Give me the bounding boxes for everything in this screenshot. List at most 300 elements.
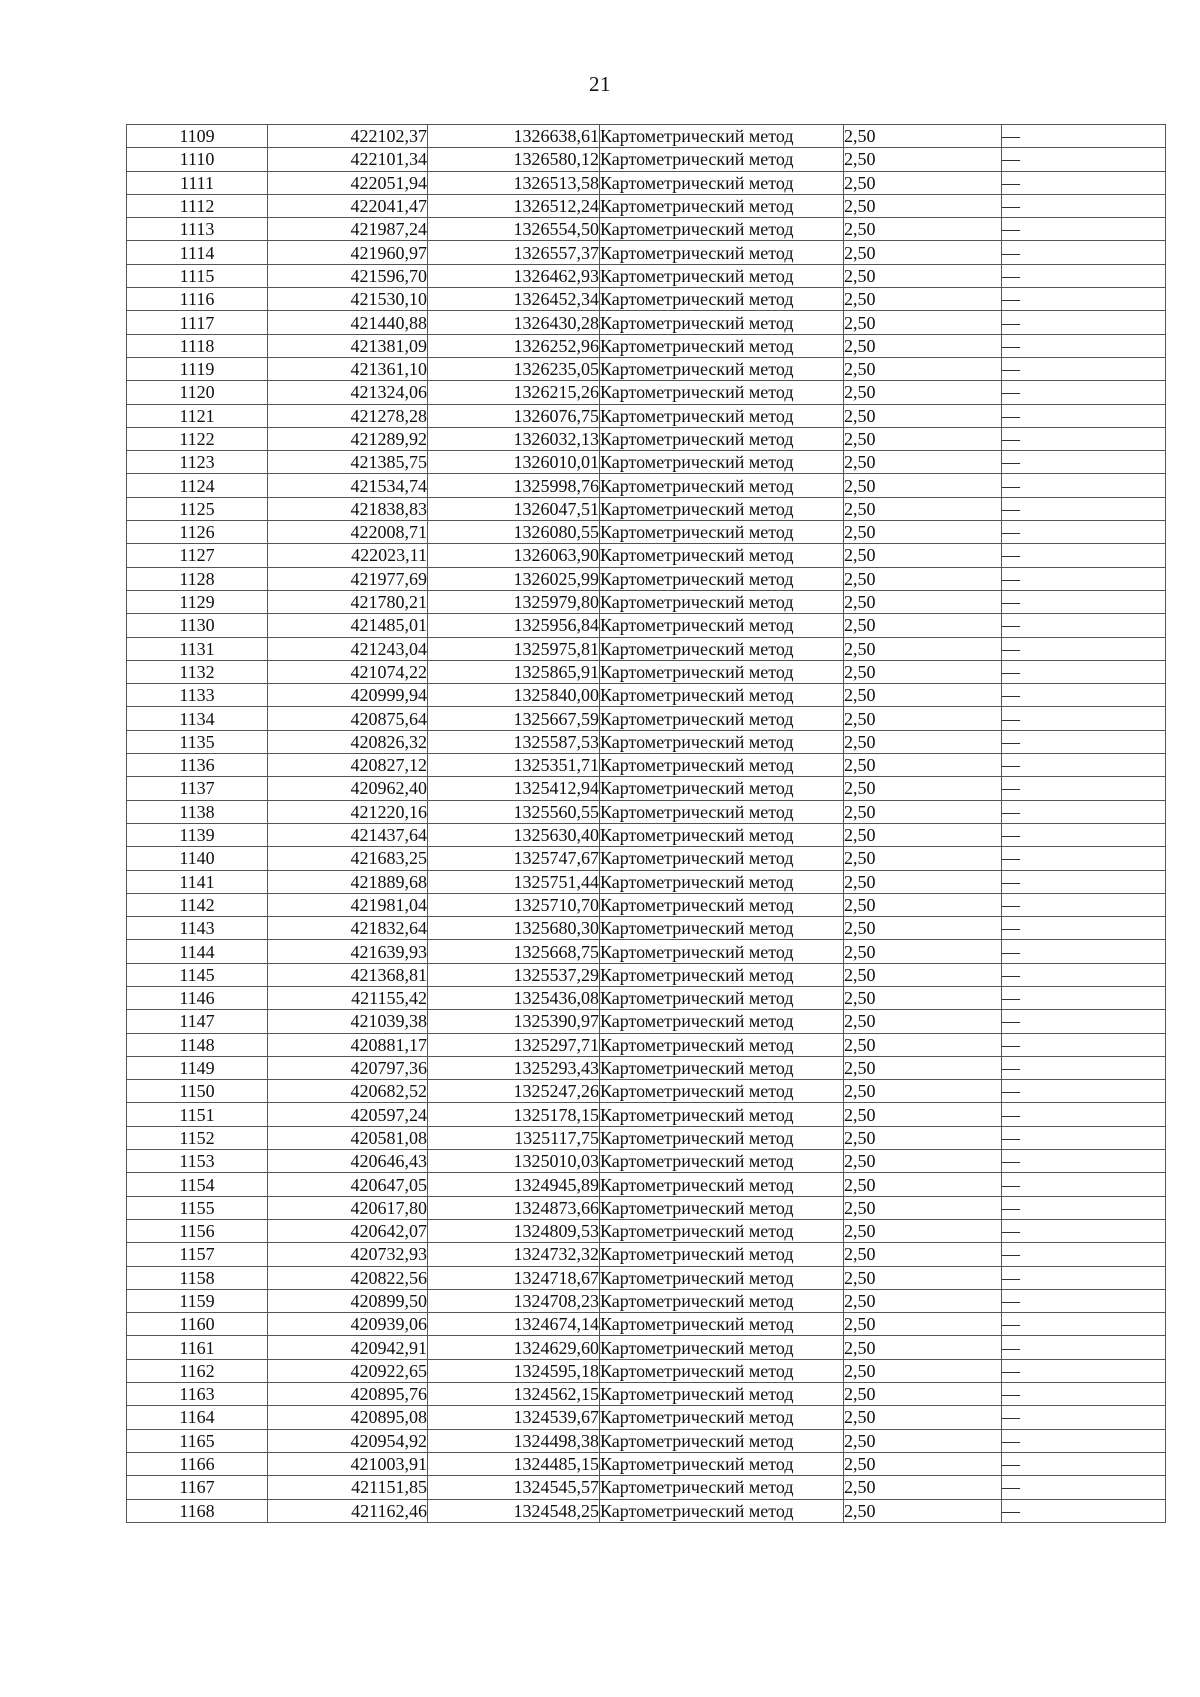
- note-cell: —: [1002, 497, 1166, 520]
- accuracy-cell: 2,50: [844, 171, 1002, 194]
- accuracy-cell: 2,50: [844, 1429, 1002, 1452]
- accuracy-cell: 2,50: [844, 1336, 1002, 1359]
- table-row: [127, 567, 1166, 590]
- point-number-cell: 1162: [127, 1359, 268, 1382]
- x-coordinate-cell: 420617,80: [268, 1196, 428, 1219]
- accuracy-cell: 2,50: [844, 870, 1002, 893]
- point-number-cell: 1120: [127, 381, 268, 404]
- note-cell: —: [1002, 660, 1166, 683]
- note-cell: —: [1002, 288, 1166, 311]
- x-coordinate-cell: 420597,24: [268, 1103, 428, 1126]
- accuracy-cell: 2,50: [844, 660, 1002, 683]
- x-coordinate-cell: 421289,92: [268, 427, 428, 450]
- point-number-cell: 1143: [127, 917, 268, 940]
- point-number-cell: 1134: [127, 707, 268, 730]
- method-cell: Картометрический метод: [600, 497, 844, 520]
- method-cell: Картометрический метод: [600, 870, 844, 893]
- y-coordinate-cell: 1325747,67: [428, 847, 600, 870]
- table-row: [127, 194, 1166, 217]
- accuracy-cell: 2,50: [844, 986, 1002, 1009]
- point-number-cell: 1160: [127, 1313, 268, 1336]
- accuracy-cell: 2,50: [844, 1476, 1002, 1499]
- method-cell: Картометрический метод: [600, 1010, 844, 1033]
- accuracy-cell: 2,50: [844, 357, 1002, 380]
- x-coordinate-cell: 421987,24: [268, 218, 428, 241]
- y-coordinate-cell: 1326452,34: [428, 288, 600, 311]
- point-number-cell: 1151: [127, 1103, 268, 1126]
- x-coordinate-cell: 421639,93: [268, 940, 428, 963]
- point-number-cell: 1142: [127, 893, 268, 916]
- accuracy-cell: 2,50: [844, 1359, 1002, 1382]
- note-cell: —: [1002, 148, 1166, 171]
- method-cell: Картометрический метод: [600, 1056, 844, 1079]
- point-number-cell: 1145: [127, 963, 268, 986]
- point-number-cell: 1163: [127, 1383, 268, 1406]
- x-coordinate-cell: 421780,21: [268, 590, 428, 613]
- y-coordinate-cell: 1325117,75: [428, 1126, 600, 1149]
- accuracy-cell: 2,50: [844, 847, 1002, 870]
- y-coordinate-cell: 1325751,44: [428, 870, 600, 893]
- table-row: [127, 1336, 1166, 1359]
- accuracy-cell: 2,50: [844, 1080, 1002, 1103]
- page-number: 21: [589, 72, 611, 96]
- table-row: [127, 614, 1166, 637]
- note-cell: —: [1002, 1080, 1166, 1103]
- method-cell: Картометрический метод: [600, 754, 844, 777]
- x-coordinate-cell: 420647,05: [268, 1173, 428, 1196]
- method-cell: Картометрический метод: [600, 684, 844, 707]
- method-cell: Картометрический метод: [600, 1383, 844, 1406]
- y-coordinate-cell: 1326462,93: [428, 264, 600, 287]
- table-row: [127, 427, 1166, 450]
- y-coordinate-cell: 1326513,58: [428, 171, 600, 194]
- accuracy-cell: 2,50: [844, 218, 1002, 241]
- method-cell: Картометрический метод: [600, 1150, 844, 1173]
- method-cell: Картометрический метод: [600, 1266, 844, 1289]
- note-cell: —: [1002, 1219, 1166, 1242]
- note-cell: —: [1002, 1359, 1166, 1382]
- x-coordinate-cell: 421162,46: [268, 1499, 428, 1522]
- point-number-cell: 1126: [127, 521, 268, 544]
- accuracy-cell: 2,50: [844, 1103, 1002, 1126]
- accuracy-cell: 2,50: [844, 1196, 1002, 1219]
- point-number-cell: 1144: [127, 940, 268, 963]
- accuracy-cell: 2,50: [844, 707, 1002, 730]
- method-cell: Картометрический метод: [600, 1080, 844, 1103]
- accuracy-cell: 2,50: [844, 194, 1002, 217]
- note-cell: —: [1002, 614, 1166, 637]
- note-cell: —: [1002, 893, 1166, 916]
- table-row: [127, 917, 1166, 940]
- y-coordinate-cell: 1326557,37: [428, 241, 600, 264]
- table-row: [127, 521, 1166, 544]
- table-row: [127, 893, 1166, 916]
- method-cell: Картометрический метод: [600, 1173, 844, 1196]
- method-cell: Картометрический метод: [600, 660, 844, 683]
- y-coordinate-cell: 1324718,67: [428, 1266, 600, 1289]
- accuracy-cell: 2,50: [844, 427, 1002, 450]
- note-cell: —: [1002, 241, 1166, 264]
- point-number-cell: 1136: [127, 754, 268, 777]
- x-coordinate-cell: 420682,52: [268, 1080, 428, 1103]
- note-cell: —: [1002, 684, 1166, 707]
- point-number-cell: 1137: [127, 777, 268, 800]
- accuracy-cell: 2,50: [844, 637, 1002, 660]
- y-coordinate-cell: 1324539,67: [428, 1406, 600, 1429]
- table-row: [127, 637, 1166, 660]
- y-coordinate-cell: 1324708,23: [428, 1289, 600, 1312]
- x-coordinate-cell: 420642,07: [268, 1219, 428, 1242]
- table-row: [127, 986, 1166, 1009]
- x-coordinate-cell: 421074,22: [268, 660, 428, 683]
- note-cell: —: [1002, 381, 1166, 404]
- point-number-cell: 1149: [127, 1056, 268, 1079]
- x-coordinate-cell: 420942,91: [268, 1336, 428, 1359]
- x-coordinate-cell: 420875,64: [268, 707, 428, 730]
- method-cell: Картометрический метод: [600, 614, 844, 637]
- table-row: [127, 684, 1166, 707]
- method-cell: Картометрический метод: [600, 521, 844, 544]
- note-cell: —: [1002, 963, 1166, 986]
- point-number-cell: 1148: [127, 1033, 268, 1056]
- y-coordinate-cell: 1324545,57: [428, 1476, 600, 1499]
- accuracy-cell: 2,50: [844, 917, 1002, 940]
- x-coordinate-cell: 420895,76: [268, 1383, 428, 1406]
- method-cell: Картометрический метод: [600, 1126, 844, 1149]
- y-coordinate-cell: 1324548,25: [428, 1499, 600, 1522]
- note-cell: —: [1002, 730, 1166, 753]
- note-cell: —: [1002, 1266, 1166, 1289]
- table-row: [127, 474, 1166, 497]
- accuracy-cell: 2,50: [844, 590, 1002, 613]
- y-coordinate-cell: 1325412,94: [428, 777, 600, 800]
- method-cell: Картометрический метод: [600, 148, 844, 171]
- method-cell: Картометрический метод: [600, 474, 844, 497]
- note-cell: —: [1002, 451, 1166, 474]
- note-cell: —: [1002, 1173, 1166, 1196]
- y-coordinate-cell: 1326076,75: [428, 404, 600, 427]
- accuracy-cell: 2,50: [844, 893, 1002, 916]
- method-cell: Картометрический метод: [600, 357, 844, 380]
- point-number-cell: 1167: [127, 1476, 268, 1499]
- x-coordinate-cell: 420939,06: [268, 1313, 428, 1336]
- accuracy-cell: 2,50: [844, 1313, 1002, 1336]
- accuracy-cell: 2,50: [844, 684, 1002, 707]
- table-row: [127, 1499, 1166, 1522]
- accuracy-cell: 2,50: [844, 451, 1002, 474]
- x-coordinate-cell: 420797,36: [268, 1056, 428, 1079]
- accuracy-cell: 2,50: [844, 1406, 1002, 1429]
- note-cell: —: [1002, 357, 1166, 380]
- table-row: [127, 1243, 1166, 1266]
- table-row: [127, 148, 1166, 171]
- point-number-cell: 1110: [127, 148, 268, 171]
- table-row: [127, 1126, 1166, 1149]
- point-number-cell: 1156: [127, 1219, 268, 1242]
- table-row: [127, 847, 1166, 870]
- note-cell: —: [1002, 847, 1166, 870]
- accuracy-cell: 2,50: [844, 334, 1002, 357]
- y-coordinate-cell: 1324873,66: [428, 1196, 600, 1219]
- method-cell: Картометрический метод: [600, 125, 844, 148]
- note-cell: —: [1002, 986, 1166, 1009]
- table-row: [127, 777, 1166, 800]
- x-coordinate-cell: 421324,06: [268, 381, 428, 404]
- method-cell: Картометрический метод: [600, 218, 844, 241]
- method-cell: Картометрический метод: [600, 1196, 844, 1219]
- table-row: [127, 1476, 1166, 1499]
- method-cell: Картометрический метод: [600, 1429, 844, 1452]
- x-coordinate-cell: 421381,09: [268, 334, 428, 357]
- y-coordinate-cell: 1324629,60: [428, 1336, 600, 1359]
- accuracy-cell: 2,50: [844, 148, 1002, 171]
- x-coordinate-cell: 421981,04: [268, 893, 428, 916]
- method-cell: Картометрический метод: [600, 567, 844, 590]
- table-row: [127, 1383, 1166, 1406]
- accuracy-cell: 2,50: [844, 567, 1002, 590]
- accuracy-cell: 2,50: [844, 125, 1002, 148]
- note-cell: —: [1002, 1196, 1166, 1219]
- accuracy-cell: 2,50: [844, 1499, 1002, 1522]
- x-coordinate-cell: 421838,83: [268, 497, 428, 520]
- point-number-cell: 1122: [127, 427, 268, 450]
- x-coordinate-cell: 422023,11: [268, 544, 428, 567]
- note-cell: —: [1002, 800, 1166, 823]
- method-cell: Картометрический метод: [600, 1103, 844, 1126]
- accuracy-cell: 2,50: [844, 614, 1002, 637]
- point-number-cell: 1140: [127, 847, 268, 870]
- x-coordinate-cell: 421368,81: [268, 963, 428, 986]
- y-coordinate-cell: 1326512,24: [428, 194, 600, 217]
- accuracy-cell: 2,50: [844, 288, 1002, 311]
- x-coordinate-cell: 422041,47: [268, 194, 428, 217]
- note-cell: —: [1002, 194, 1166, 217]
- note-cell: —: [1002, 637, 1166, 660]
- accuracy-cell: 2,50: [844, 777, 1002, 800]
- note-cell: —: [1002, 1313, 1166, 1336]
- point-number-cell: 1153: [127, 1150, 268, 1173]
- method-cell: Картометрический метод: [600, 241, 844, 264]
- accuracy-cell: 2,50: [844, 940, 1002, 963]
- method-cell: Картометрический метод: [600, 427, 844, 450]
- point-number-cell: 1152: [127, 1126, 268, 1149]
- note-cell: —: [1002, 1010, 1166, 1033]
- x-coordinate-cell: 420826,32: [268, 730, 428, 753]
- method-cell: Картометрический метод: [600, 637, 844, 660]
- y-coordinate-cell: 1325351,71: [428, 754, 600, 777]
- x-coordinate-cell: 422102,37: [268, 125, 428, 148]
- note-cell: —: [1002, 567, 1166, 590]
- note-cell: —: [1002, 1476, 1166, 1499]
- x-coordinate-cell: 420827,12: [268, 754, 428, 777]
- note-cell: —: [1002, 754, 1166, 777]
- note-cell: —: [1002, 264, 1166, 287]
- method-cell: Картометрический метод: [600, 1289, 844, 1312]
- table-row: [127, 1033, 1166, 1056]
- table-row: [127, 451, 1166, 474]
- method-cell: Картометрический метод: [600, 1219, 844, 1242]
- x-coordinate-cell: 421437,64: [268, 823, 428, 846]
- point-number-cell: 1121: [127, 404, 268, 427]
- point-number-cell: 1159: [127, 1289, 268, 1312]
- point-number-cell: 1166: [127, 1452, 268, 1475]
- point-number-cell: 1119: [127, 357, 268, 380]
- y-coordinate-cell: 1324595,18: [428, 1359, 600, 1382]
- table-row: [127, 1196, 1166, 1219]
- point-number-cell: 1158: [127, 1266, 268, 1289]
- x-coordinate-cell: 421530,10: [268, 288, 428, 311]
- x-coordinate-cell: 421385,75: [268, 451, 428, 474]
- y-coordinate-cell: 1324809,53: [428, 1219, 600, 1242]
- accuracy-cell: 2,50: [844, 1243, 1002, 1266]
- y-coordinate-cell: 1325247,26: [428, 1080, 600, 1103]
- method-cell: Картометрический метод: [600, 334, 844, 357]
- x-coordinate-cell: 422101,34: [268, 148, 428, 171]
- note-cell: —: [1002, 171, 1166, 194]
- note-cell: —: [1002, 1289, 1166, 1312]
- point-number-cell: 1127: [127, 544, 268, 567]
- table-row: [127, 1219, 1166, 1242]
- point-number-cell: 1165: [127, 1429, 268, 1452]
- point-number-cell: 1111: [127, 171, 268, 194]
- table-row: [127, 963, 1166, 986]
- method-cell: Картометрический метод: [600, 1359, 844, 1382]
- note-cell: —: [1002, 707, 1166, 730]
- point-number-cell: 1130: [127, 614, 268, 637]
- note-cell: —: [1002, 427, 1166, 450]
- accuracy-cell: 2,50: [844, 823, 1002, 846]
- table-row: [127, 1266, 1166, 1289]
- y-coordinate-cell: 1325998,76: [428, 474, 600, 497]
- method-cell: Картометрический метод: [600, 264, 844, 287]
- x-coordinate-cell: 422008,71: [268, 521, 428, 544]
- y-coordinate-cell: 1324485,15: [428, 1452, 600, 1475]
- table-row: [127, 1010, 1166, 1033]
- point-number-cell: 1114: [127, 241, 268, 264]
- accuracy-cell: 2,50: [844, 241, 1002, 264]
- point-number-cell: 1154: [127, 1173, 268, 1196]
- point-number-cell: 1150: [127, 1080, 268, 1103]
- x-coordinate-cell: 422051,94: [268, 171, 428, 194]
- method-cell: Картометрический метод: [600, 917, 844, 940]
- y-coordinate-cell: 1325680,30: [428, 917, 600, 940]
- x-coordinate-cell: 420881,17: [268, 1033, 428, 1056]
- accuracy-cell: 2,50: [844, 1452, 1002, 1475]
- x-coordinate-cell: 421889,68: [268, 870, 428, 893]
- method-cell: Картометрический метод: [600, 381, 844, 404]
- point-number-cell: 1132: [127, 660, 268, 683]
- x-coordinate-cell: 421278,28: [268, 404, 428, 427]
- x-coordinate-cell: 420999,94: [268, 684, 428, 707]
- note-cell: —: [1002, 474, 1166, 497]
- method-cell: Картометрический метод: [600, 893, 844, 916]
- table-row: [127, 288, 1166, 311]
- accuracy-cell: 2,50: [844, 1219, 1002, 1242]
- accuracy-cell: 2,50: [844, 1150, 1002, 1173]
- accuracy-cell: 2,50: [844, 497, 1002, 520]
- y-coordinate-cell: 1325178,15: [428, 1103, 600, 1126]
- table-row: [127, 1103, 1166, 1126]
- y-coordinate-cell: 1325560,55: [428, 800, 600, 823]
- table-row: [127, 125, 1166, 148]
- accuracy-cell: 2,50: [844, 1383, 1002, 1406]
- method-cell: Картометрический метод: [600, 544, 844, 567]
- y-coordinate-cell: 1325975,81: [428, 637, 600, 660]
- x-coordinate-cell: 420954,92: [268, 1429, 428, 1452]
- note-cell: —: [1002, 823, 1166, 846]
- y-coordinate-cell: 1325010,03: [428, 1150, 600, 1173]
- note-cell: —: [1002, 940, 1166, 963]
- point-number-cell: 1133: [127, 684, 268, 707]
- method-cell: Картометрический метод: [600, 1476, 844, 1499]
- y-coordinate-cell: 1324562,15: [428, 1383, 600, 1406]
- method-cell: Картометрический метод: [600, 1499, 844, 1522]
- table-row: [127, 334, 1166, 357]
- point-number-cell: 1125: [127, 497, 268, 520]
- method-cell: Картометрический метод: [600, 963, 844, 986]
- x-coordinate-cell: 420822,56: [268, 1266, 428, 1289]
- y-coordinate-cell: 1325297,71: [428, 1033, 600, 1056]
- note-cell: —: [1002, 1056, 1166, 1079]
- note-cell: —: [1002, 218, 1166, 241]
- x-coordinate-cell: 421832,64: [268, 917, 428, 940]
- y-coordinate-cell: 1325668,75: [428, 940, 600, 963]
- method-cell: Картометрический метод: [600, 847, 844, 870]
- y-coordinate-cell: 1326430,28: [428, 311, 600, 334]
- method-cell: Картометрический метод: [600, 1313, 844, 1336]
- note-cell: —: [1002, 870, 1166, 893]
- y-coordinate-cell: 1326252,96: [428, 334, 600, 357]
- table-row: [127, 381, 1166, 404]
- point-number-cell: 1141: [127, 870, 268, 893]
- accuracy-cell: 2,50: [844, 1173, 1002, 1196]
- note-cell: —: [1002, 1452, 1166, 1475]
- point-number-cell: 1146: [127, 986, 268, 1009]
- method-cell: Картометрический метод: [600, 800, 844, 823]
- method-cell: Картометрический метод: [600, 707, 844, 730]
- x-coordinate-cell: 421155,42: [268, 986, 428, 1009]
- point-number-cell: 1115: [127, 264, 268, 287]
- table-row: [127, 707, 1166, 730]
- method-cell: Картометрический метод: [600, 1336, 844, 1359]
- y-coordinate-cell: 1324498,38: [428, 1429, 600, 1452]
- method-cell: Картометрический метод: [600, 171, 844, 194]
- y-coordinate-cell: 1326047,51: [428, 497, 600, 520]
- method-cell: Картометрический метод: [600, 311, 844, 334]
- point-number-cell: 1164: [127, 1406, 268, 1429]
- table-row: [127, 497, 1166, 520]
- method-cell: Картометрический метод: [600, 823, 844, 846]
- method-cell: Картометрический метод: [600, 777, 844, 800]
- table-row: [127, 1289, 1166, 1312]
- y-coordinate-cell: 1326235,05: [428, 357, 600, 380]
- y-coordinate-cell: 1326080,55: [428, 521, 600, 544]
- table-row: [127, 800, 1166, 823]
- y-coordinate-cell: 1325865,91: [428, 660, 600, 683]
- table-row: [127, 660, 1166, 683]
- accuracy-cell: 2,50: [844, 264, 1002, 287]
- table-row: [127, 590, 1166, 613]
- note-cell: —: [1002, 917, 1166, 940]
- note-cell: —: [1002, 334, 1166, 357]
- x-coordinate-cell: 421039,38: [268, 1010, 428, 1033]
- y-coordinate-cell: 1325840,00: [428, 684, 600, 707]
- point-number-cell: 1118: [127, 334, 268, 357]
- y-coordinate-cell: 1325710,70: [428, 893, 600, 916]
- y-coordinate-cell: 1325667,59: [428, 707, 600, 730]
- y-coordinate-cell: 1326025,99: [428, 567, 600, 590]
- coordinates-table: [126, 124, 1166, 1523]
